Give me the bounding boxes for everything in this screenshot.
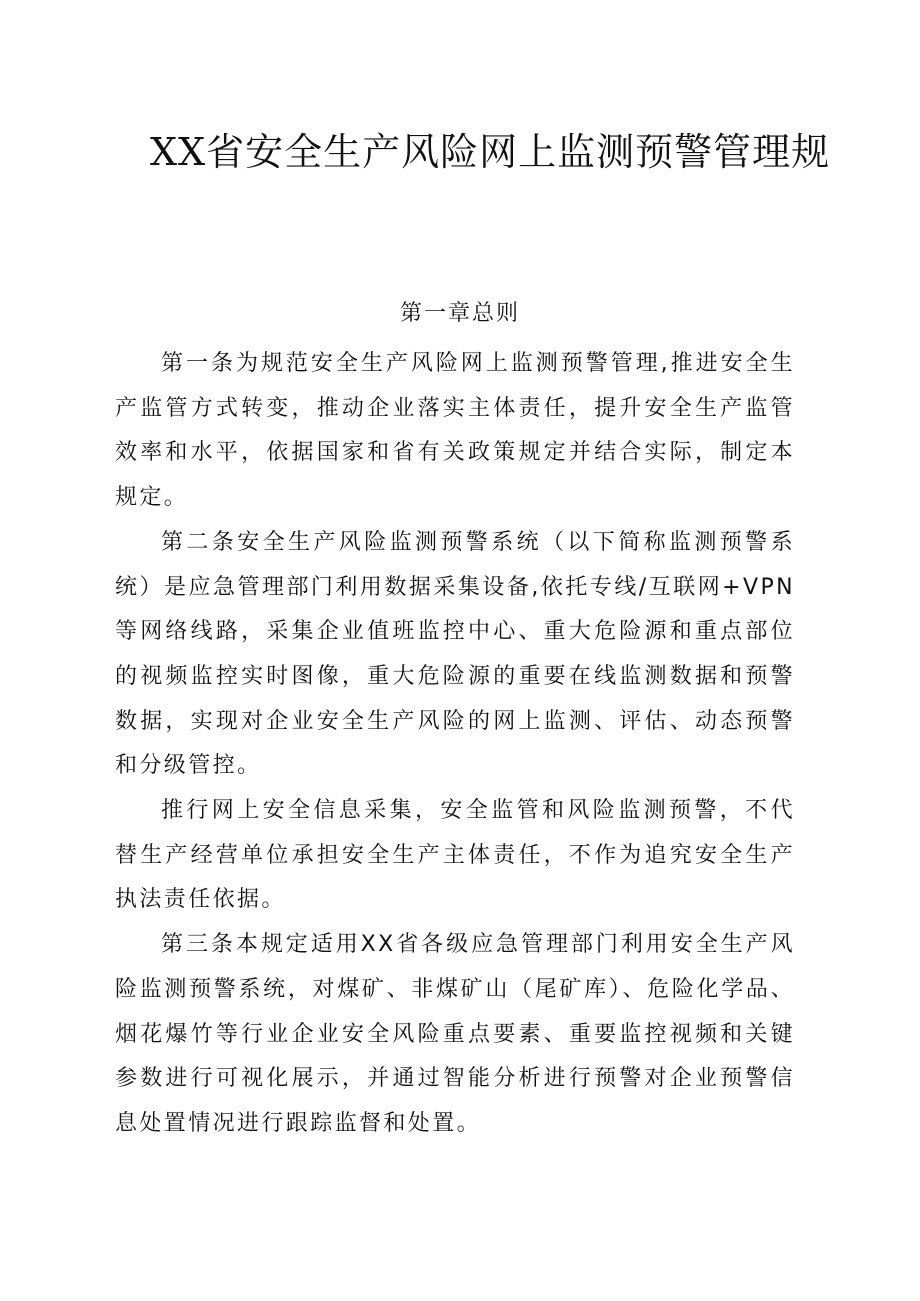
article-1-paragraph: 第一条为规范安全生产风险网上监测预警管理,推进安全生产监管方式转变，推动企业落实主体责任，提升安全生产监管效率和水平，依据国家和省有关政策规定并结合实际，制定本规定。 [115, 351, 795, 511]
article-2-continuation-paragraph: 推行网上安全信息采集，安全监管和风险监测预警，不代替生产经营单位承担安全生产主体责任，不作为追究安全生产执法责任依据。 [115, 798, 795, 913]
article-2-paragraph: 第二条安全生产风险监测预警系统（以下简称监测预警系统）是应急管理部门利用数据采集设备,依托专线/互联网+VPN等网络线路，采集企业值班监控中心、重大危险源和重点部位的视频监控实时图像，重大危险源的重要在线监测数据和预警数据，实现对企业安全生产风险的网上监测、评估、动态预警和分级管控。 [115, 529, 795, 779]
article-3-paragraph: 第三条本规定适用XX省各级应急管理部门利用安全生产风险监测预警系统，对煤矿、非煤矿山（尾矿库）、危险化学品、烟花爆竹等行业企业安全风险重点要素、重要监控视频和关键参数进行可视化展示，并通过智能分析进行预警对企业预警信息处置情况进行跟踪监督和处置。 [115, 932, 795, 1136]
document-title: XX省安全生产风险网上监测预警管理规 [150, 130, 831, 174]
document-body [115, 342, 795, 1147]
chapter-heading: 第一章总则 [399, 301, 520, 326]
